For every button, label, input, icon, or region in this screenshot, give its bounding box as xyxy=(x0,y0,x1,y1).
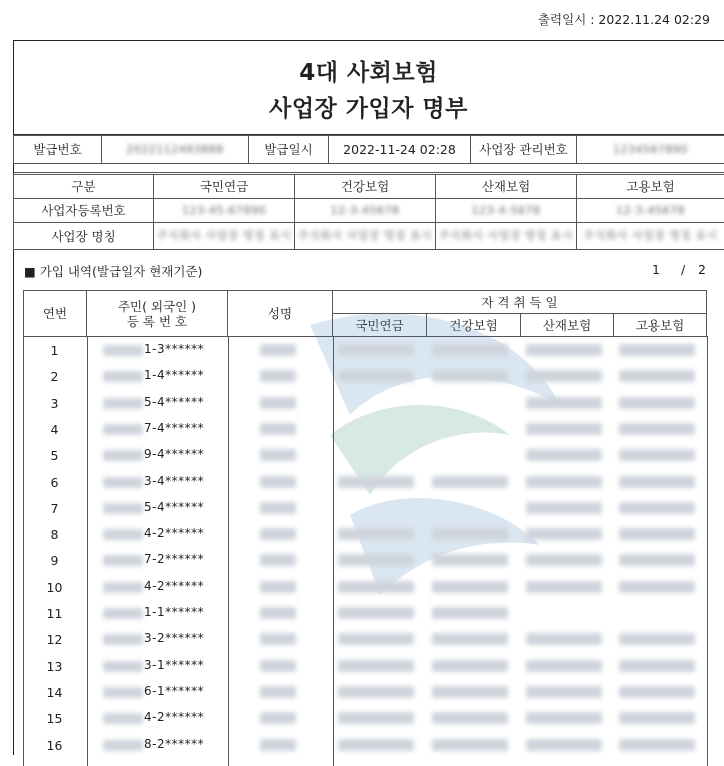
row-number: 16 xyxy=(46,737,63,753)
row-name-masked xyxy=(260,581,296,593)
id-masked-prefix xyxy=(103,713,143,724)
row-name-masked xyxy=(260,686,296,698)
sub-col-employment: 고용보험 xyxy=(613,313,707,337)
row-acquisition-date-masked xyxy=(432,554,508,566)
row-acquisition-date-masked xyxy=(526,502,602,514)
id-masked-prefix xyxy=(103,661,143,672)
row-name-masked xyxy=(260,528,296,540)
biz-name-pension: 주식회사 사업장 명칭 표시 xyxy=(153,222,295,250)
id-masked-prefix xyxy=(103,345,143,356)
table-row xyxy=(23,705,708,731)
row-acquisition-date-masked xyxy=(619,476,695,488)
id-masked-prefix xyxy=(103,503,143,514)
sub-col-industrial: 산재보험 xyxy=(520,313,614,337)
row-acquisition-date-masked xyxy=(526,686,602,698)
table-row xyxy=(23,495,708,521)
col-header-id-line1: 주민( 외국인 ) xyxy=(117,298,197,314)
page-current: 1 xyxy=(652,262,660,277)
row-acquisition-date-masked xyxy=(526,344,602,356)
row-name-masked xyxy=(260,660,296,672)
id-masked-prefix xyxy=(103,740,143,751)
spacer xyxy=(13,164,724,173)
row-number: 4 xyxy=(50,421,59,437)
row-acquisition-date-masked xyxy=(526,739,602,751)
row-name-masked xyxy=(260,712,296,724)
mgmt-no-value: 1234567890 xyxy=(576,135,724,164)
row-acquisition-date-masked xyxy=(432,370,508,382)
id-masked-prefix xyxy=(103,477,143,488)
id-masked-prefix xyxy=(103,371,143,382)
row-name-masked xyxy=(260,423,296,435)
table-row xyxy=(23,600,708,626)
table-row xyxy=(23,521,708,547)
issue-date-value: 2022-11-24 02:28 xyxy=(328,135,471,164)
row-acquisition-date-masked xyxy=(619,581,695,593)
row-id-suffix: 4-2****** xyxy=(144,526,205,541)
row-acquisition-date-masked xyxy=(338,581,414,593)
table-row xyxy=(23,547,708,573)
row-acquisition-date-masked xyxy=(526,476,602,488)
id-masked-prefix xyxy=(103,687,143,698)
summary-header-category: 구분 xyxy=(13,174,154,199)
row-acquisition-date-masked xyxy=(338,739,414,751)
id-masked-prefix xyxy=(103,555,143,566)
reg-no-health: 12-3-45678 xyxy=(294,198,436,223)
row-acquisition-date-masked xyxy=(526,581,602,593)
page-total: 2 xyxy=(698,262,706,277)
row-acquisition-date-masked xyxy=(619,660,695,672)
row-name-masked xyxy=(260,449,296,461)
row-name-masked xyxy=(260,607,296,619)
col-header-name: 성명 xyxy=(227,290,333,337)
row-acquisition-date-masked xyxy=(619,528,695,540)
row-id-suffix: 7-2****** xyxy=(144,552,205,567)
row-name-masked xyxy=(260,502,296,514)
row-acquisition-date-masked xyxy=(338,633,414,645)
row-acquisition-date-masked xyxy=(432,344,508,356)
table-row xyxy=(23,679,708,705)
id-masked-prefix xyxy=(103,424,143,435)
row-name-masked xyxy=(260,554,296,566)
id-masked-prefix xyxy=(103,398,143,409)
row-acquisition-date-masked xyxy=(526,423,602,435)
table-row xyxy=(23,442,708,468)
row-number: 12 xyxy=(46,632,63,648)
row-id-suffix: 3-2****** xyxy=(144,631,205,646)
row-acquisition-date-masked xyxy=(338,476,414,488)
row-acquisition-date-masked xyxy=(432,528,508,540)
row-acquisition-date-masked xyxy=(619,344,695,356)
row-id-suffix: 9-4****** xyxy=(144,447,205,462)
row-acquisition-date-masked xyxy=(338,554,414,566)
row-acquisition-date-masked xyxy=(432,712,508,724)
reg-no-pension: 123-45-67890 xyxy=(153,198,295,223)
row-acquisition-date-masked xyxy=(619,370,695,382)
row-name-masked xyxy=(260,739,296,751)
col-header-id xyxy=(86,290,228,337)
row-id-suffix: 7-4****** xyxy=(144,420,205,435)
page-separator: / xyxy=(681,262,686,277)
row-acquisition-date-masked xyxy=(619,502,695,514)
col-header-acquisition: 자 격 취 득 일 xyxy=(332,290,707,314)
row-acquisition-date-masked xyxy=(432,739,508,751)
row-name-masked xyxy=(260,370,296,382)
row-id-suffix: 4-2****** xyxy=(144,578,205,593)
row-name-masked xyxy=(260,633,296,645)
col-header-id-line2: 등 록 번 호 xyxy=(126,313,188,329)
row-number: 13 xyxy=(46,658,63,674)
title-line1: 4대 사회보험 xyxy=(299,60,438,86)
table-row xyxy=(23,574,708,600)
col-header-no: 연번 xyxy=(23,290,87,337)
row-number: 8 xyxy=(50,527,59,543)
row-number: 1 xyxy=(50,343,59,358)
mgmt-no-label: 사업장 관리번호 xyxy=(470,135,577,164)
table-row xyxy=(23,390,708,416)
row-id-suffix: 3-4****** xyxy=(144,473,205,488)
row-id-suffix: 5-4****** xyxy=(144,499,205,514)
row-id-suffix: 1-3****** xyxy=(144,342,205,356)
row-acquisition-date-masked xyxy=(338,528,414,540)
printed-datetime: 출력일시 : 2022.11.24 02:29 xyxy=(537,12,710,27)
title-line2: 사업장 가입자 명부 xyxy=(269,96,468,122)
row-name-masked xyxy=(260,344,296,356)
row-acquisition-date-masked xyxy=(526,370,602,382)
row-acquisition-date-masked xyxy=(526,528,602,540)
table-row xyxy=(23,363,708,389)
row-acquisition-date-masked xyxy=(432,660,508,672)
row-acquisition-date-masked xyxy=(432,581,508,593)
row-acquisition-date-masked xyxy=(432,607,508,619)
table-row xyxy=(23,337,708,363)
row-acquisition-date-masked xyxy=(338,607,414,619)
row-acquisition-date-masked xyxy=(619,686,695,698)
row-acquisition-date-masked xyxy=(526,449,602,461)
id-masked-prefix xyxy=(103,634,143,645)
issue-no-label: 발급번호 xyxy=(13,135,102,164)
id-masked-prefix xyxy=(103,450,143,461)
table-row xyxy=(23,732,708,758)
id-masked-prefix xyxy=(103,529,143,540)
row-acquisition-date-masked xyxy=(619,712,695,724)
sub-col-pension: 국민연금 xyxy=(332,313,427,337)
biz-name-health: 주식회사 사업장 명칭 표시 xyxy=(294,222,436,250)
row-number: 3 xyxy=(50,395,59,411)
row-acquisition-date-masked xyxy=(338,370,414,382)
title-box xyxy=(13,40,724,135)
row-number: 9 xyxy=(50,553,59,569)
row-acquisition-date-masked xyxy=(526,554,602,566)
row-acquisition-date-masked xyxy=(432,633,508,645)
row-acquisition-date-masked xyxy=(526,660,602,672)
biz-name-industrial: 주식회사 사업장 명칭 표시 xyxy=(435,222,577,250)
table-row xyxy=(23,653,708,679)
row-id-suffix: 5-4****** xyxy=(144,394,205,409)
table-row xyxy=(23,626,708,652)
biz-name-employment: 주식회사 사업장 명칭 표시 xyxy=(576,222,724,250)
summary-header-pension: 국민연금 xyxy=(153,174,295,199)
row-acquisition-date-masked xyxy=(619,423,695,435)
row-number: 7 xyxy=(50,500,59,516)
row-acquisition-date-masked xyxy=(619,739,695,751)
row-id-suffix: 8-2****** xyxy=(144,736,205,751)
row-number: 6 xyxy=(50,474,59,490)
row-id-suffix: 1-1****** xyxy=(144,605,205,619)
table-row xyxy=(23,416,708,442)
row-acquisition-date-masked xyxy=(338,686,414,698)
reg-no-industrial: 123-4-5678 xyxy=(435,198,577,223)
row-acquisition-date-masked xyxy=(619,397,695,409)
row-number: 14 xyxy=(46,684,63,700)
table-row xyxy=(23,469,708,495)
row-id-suffix: 4-2****** xyxy=(144,710,205,725)
row-number: 5 xyxy=(50,448,59,464)
row-acquisition-date-masked xyxy=(432,476,508,488)
summary-header-employment: 고용보험 xyxy=(576,174,724,199)
summary-header-health: 건강보험 xyxy=(294,174,436,199)
row-acquisition-date-masked xyxy=(526,633,602,645)
row-name-masked xyxy=(260,476,296,488)
issue-no-value: 2022112483888 xyxy=(101,135,249,164)
row-acquisition-date-masked xyxy=(619,633,695,645)
row-number: 10 xyxy=(46,579,63,595)
row-acquisition-date-masked xyxy=(338,660,414,672)
row-number: 2 xyxy=(50,369,59,385)
row-acquisition-date-masked xyxy=(619,554,695,566)
row-acquisition-date-masked xyxy=(619,449,695,461)
row-id-suffix: 3-1****** xyxy=(144,657,205,672)
row-number: 11 xyxy=(46,606,63,621)
row-id-suffix: 1-4****** xyxy=(144,368,205,383)
section-title: ■ 가입 내역(발급일자 현재기준) xyxy=(24,264,203,279)
row-number: 15 xyxy=(46,711,63,727)
issue-date-label: 발급일시 xyxy=(248,135,329,164)
id-masked-prefix xyxy=(103,608,143,619)
row-acquisition-date-masked xyxy=(526,397,602,409)
row-id-suffix: 6-1****** xyxy=(144,683,205,698)
biz-name-label: 사업장 명칭 xyxy=(13,222,154,250)
reg-no-label: 사업자등록번호 xyxy=(13,198,154,223)
row-name-masked xyxy=(260,397,296,409)
row-acquisition-date-masked xyxy=(338,712,414,724)
reg-no-employment: 12-3-45678 xyxy=(576,198,724,223)
row-acquisition-date-masked xyxy=(526,712,602,724)
row-acquisition-date-masked xyxy=(432,686,508,698)
row-acquisition-date-masked xyxy=(338,344,414,356)
summary-header-industrial: 산재보험 xyxy=(435,174,577,199)
sub-col-health: 건강보험 xyxy=(426,313,521,337)
id-masked-prefix xyxy=(103,582,143,593)
